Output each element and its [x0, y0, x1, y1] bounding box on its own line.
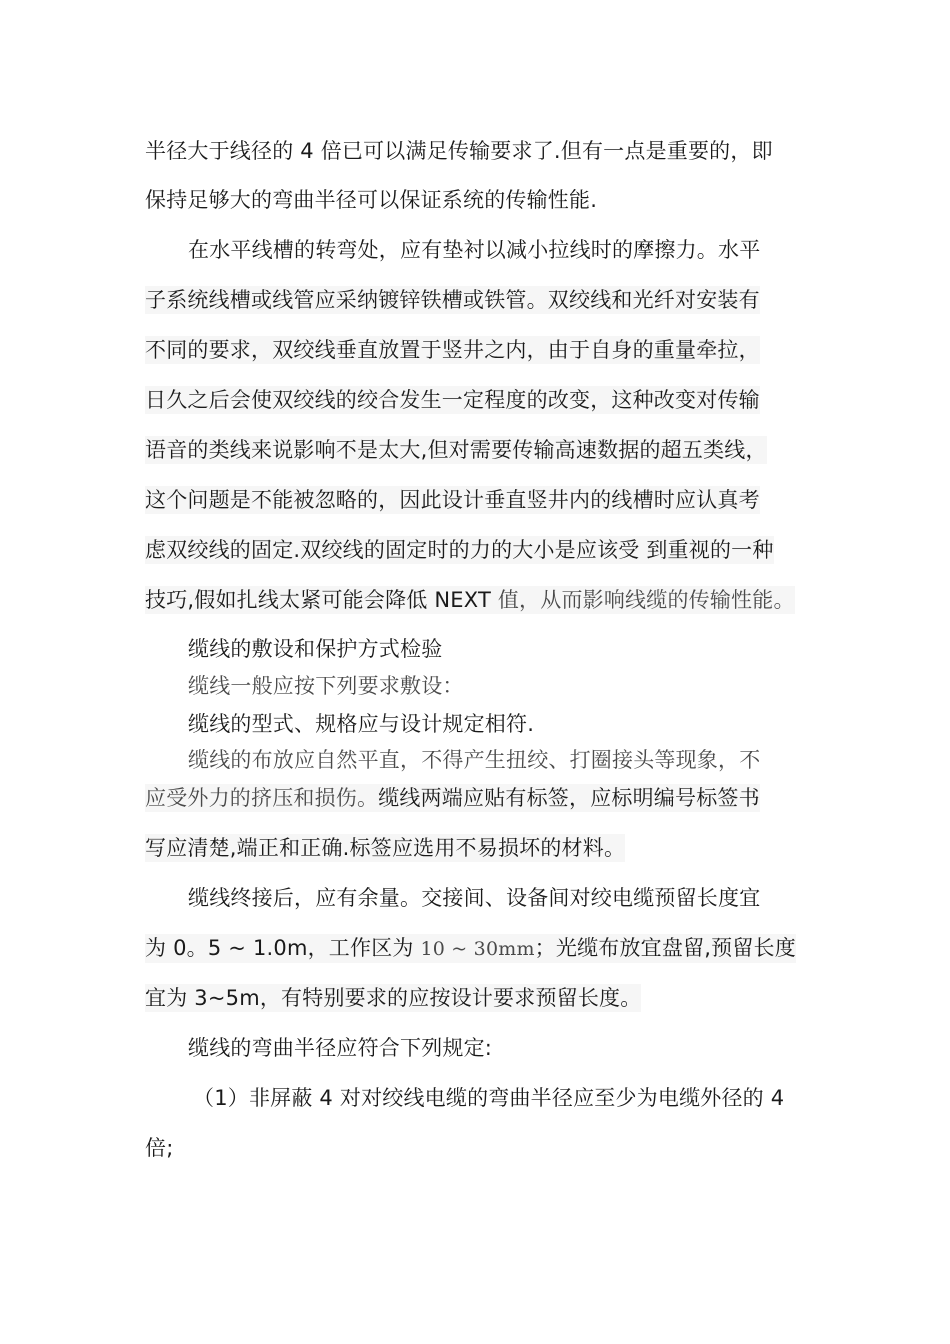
paragraph-line: 缆线的布放应自然平直，不得产生扭绞、打圈接头等现象，不 [188, 748, 761, 772]
paragraph-line: 不同的要求，双绞线垂直放置于竖井之内，由于自身的重量牵拉， [145, 338, 760, 362]
line-segment-serif: 应受外力的挤压和损伤。 [145, 786, 379, 810]
section-heading: 缆线的敷设和保护方式检验 [188, 637, 443, 661]
paragraph-line [145, 934, 796, 963]
line-segment: 技巧,假如扎线太紧可能会降低 NEXT [145, 588, 498, 612]
line-segment: 缆线两端应贴有标签，应标明编号标签书 [378, 786, 760, 810]
list-item: （1）非屏蔽 4 对对绞线电缆的弯曲半径应至少为电缆外径的 4 [193, 1086, 785, 1110]
line-segment-serif: 值，从而影响线缆的传输性能。 [497, 588, 795, 612]
paragraph-line: 写应清楚,端正和正确.标签应选用不易损坏的材料。 [145, 836, 626, 860]
paragraph-line: 缆线终接后，应有余量。交接间、设备间对绞电缆预留长度宜 [188, 886, 761, 910]
paragraph-line: 缆线一般应按下列要求敷设： [188, 674, 464, 698]
paragraph-line: 这个问题是不能被忽略的，因此设计垂直竖井内的线槽时应认真考 [145, 488, 760, 512]
paragraph-line [145, 784, 760, 812]
paragraph-line: 倍; [145, 1136, 174, 1160]
paragraph-line: 虑双绞线的固定.双绞线的固定时的力的大小是应该受 到重视的一种 [145, 538, 774, 562]
paragraph-line: 保持足够大的弯曲半径可以保证系统的传输性能. [145, 188, 598, 212]
line-segment: 为 0。5 ~ 1.0m，工作区为 [145, 936, 421, 960]
paragraph-line: 宜为 3~5m，有特别要求的应按设计要求预留长度。 [145, 986, 642, 1010]
line-segment: ；光缆布放宜盘留,预留长度 [534, 936, 796, 960]
paragraph-line [145, 586, 795, 614]
line-segment-serif: 10 ~ 30mm [420, 938, 535, 960]
paragraph-line: 半径大于线径的 4 倍已可以满足传输要求了.但有一点是重要的，即 [145, 139, 773, 163]
paragraph-line: 日久之后会使双绞线的绞合发生一定程度的改变，这种改变对传输 [145, 388, 760, 412]
paragraph-line: 在水平线槽的转弯处，应有垫衬以减小拉线时的摩擦力。水平 [188, 238, 761, 262]
paragraph-line: 缆线的型式、规格应与设计规定相符. [188, 712, 535, 736]
paragraph-line: 子系统线槽或线管应采纳镀锌铁槽或铁管。双绞线和光纤对安装有 [145, 288, 760, 312]
paragraph-line: 语音的类线来说影响不是太大,但对需要传输高速数据的超五类线， [145, 438, 767, 462]
paragraph-line: 缆线的弯曲半径应符合下列规定: [188, 1036, 493, 1060]
